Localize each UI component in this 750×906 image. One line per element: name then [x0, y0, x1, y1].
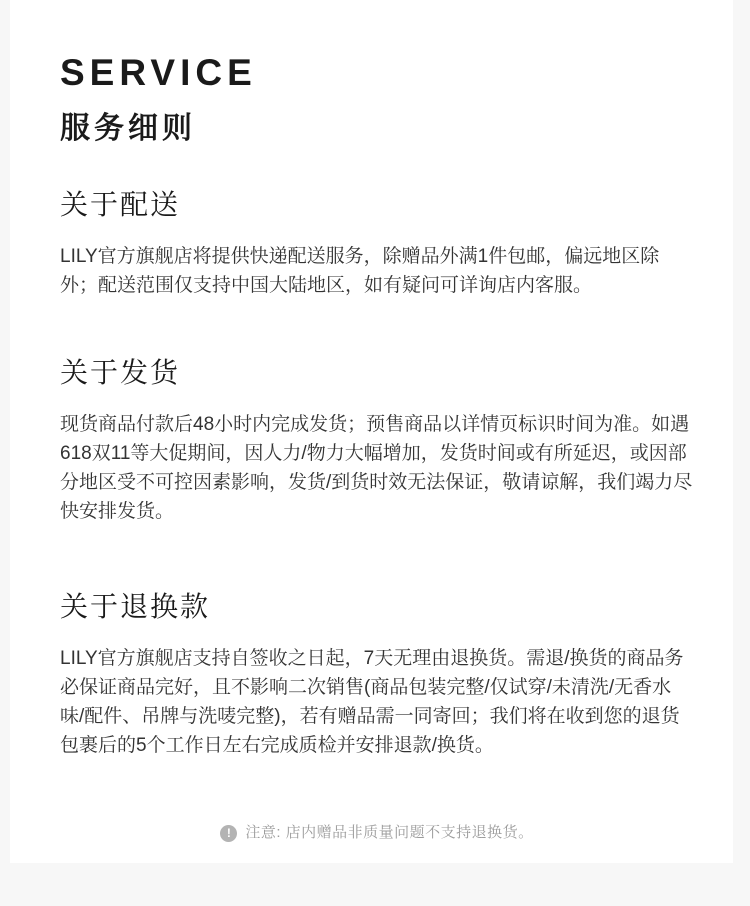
- footer-note-text: 注意: 店内赠品非质量问题不支持退换货。: [245, 824, 534, 841]
- section-heading-returns: 关于退换款: [60, 591, 211, 622]
- section-body-delivery: LILY官方旗舰店将提供快递配送服务，除赠品外满1件包邮，偏远地区除外；配送范围仅支持中国大陆地区，如有疑问可详询店内客服。: [60, 246, 660, 296]
- section-shipping: [60, 358, 694, 526]
- page-title-english: SERVICE: [60, 52, 257, 93]
- section-body-shipping: 现货商品付款后48小时内完成发货；预售商品以详情页标识时间为准。如遇618双11等大促期间，因人力/物力大幅增加，发货时间或有所延迟，或因部分地区受不可控因素影响，发货/到货时效无法保证，敬请谅解，我们竭力尽快安排发货。: [60, 414, 693, 522]
- section-body-returns: LILY官方旗舰店支持自签收之日起，7天无理由退换货。需退/换货的商品务必保证商品完好，且不影响二次销售(商品包装完整/仅试穿/未清洗/无香水味/配件、吊牌与洗唛完整)，若有赠品需一同寄回；我们将在收到您的退货包裹后的5个工作日左右完成质检并安排退款/换货。: [60, 648, 684, 756]
- section-delivery: [60, 190, 694, 300]
- section-heading-delivery: 关于配送: [60, 189, 181, 220]
- section-heading-shipping: 关于发货: [60, 357, 181, 388]
- page-title-chinese: 服务细则: [60, 112, 196, 145]
- service-info-card: [10, 0, 733, 863]
- exclamation-circle-icon: !: [220, 825, 237, 842]
- section-returns: [60, 592, 694, 760]
- footer-note: [60, 824, 694, 842]
